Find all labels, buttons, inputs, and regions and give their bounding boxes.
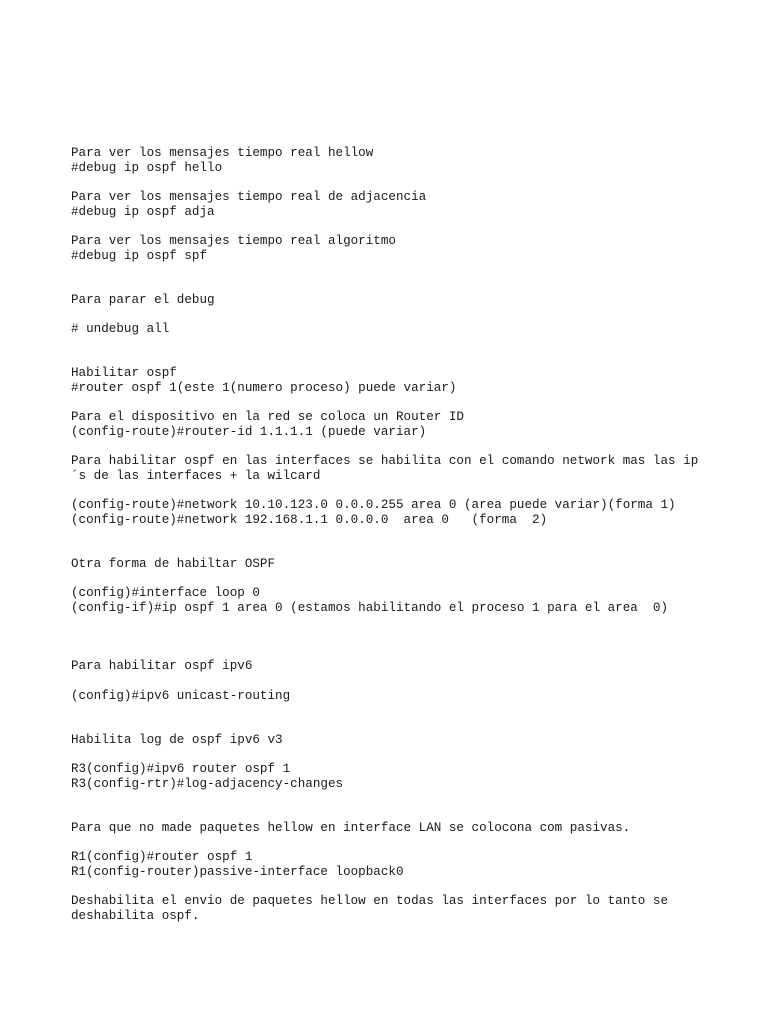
command-line: (config-route)#network 10.10.123.0 0.0.0.255 area 0 (area puede variar)(forma 1) [71,498,676,512]
command-line: (config-if)#ip ospf 1 area 0 (estamos habilitando el proceso 1 para el area 0) [71,601,669,615]
text-line: Para el dispositivo en la red se coloca un Router ID [71,410,464,424]
command-line: #debug ip ospf hello [71,161,223,175]
command-line: #debug ip ospf spf [71,249,208,263]
text-line: Para que no made paquetes hellow en interface LAN se colocona com pasivas. [71,821,631,835]
command-line: #router ospf 1(este 1(numero proceso) puede variar) [71,381,457,395]
command-line: (config)#interface loop 0 [71,586,260,600]
text-line: Para parar el debug [71,293,215,307]
text-line: deshabilita ospf. [71,909,200,923]
command-line: # undebug all [71,322,170,336]
text-line: Deshabilita el envio de paquetes hellow en todas las interfaces por lo tanto se [71,894,669,908]
text-line: Para ver los mensajes tiempo real hellow [71,146,374,160]
text-line: Para ver los mensajes tiempo real de adjacencia [71,190,427,204]
command-line: (config-route)#router-id 1.1.1.1 (puede variar) [71,425,427,439]
command-line: (config)#ipv6 unicast-routing [71,689,291,703]
text-line: Para habilitar ospf en las interfaces se habilita con el comando network mas las ip [71,454,699,468]
text-line: Para habilitar ospf ipv6 [71,659,253,673]
command-line: R1(config-router)passive-interface loopback0 [71,865,404,879]
command-line: (config-route)#network 192.168.1.1 0.0.0.0 area 0 (forma 2) [71,513,548,527]
command-line: R1(config)#router ospf 1 [71,850,253,864]
text-line: Habilita log de ospf ipv6 v3 [71,733,283,747]
command-line: R3(config)#ipv6 router ospf 1 [71,762,291,776]
text-line: ´s de las interfaces + la wilcard [71,469,321,483]
text-line: Habilitar ospf [71,366,177,380]
command-line: R3(config-rtr)#log-adjacency-changes [71,777,344,791]
text-line: Otra forma de habiltar OSPF [71,557,276,571]
command-line: #debug ip ospf adja [71,205,215,219]
text-line: Para ver los mensajes tiempo real algoritmo [71,234,396,248]
